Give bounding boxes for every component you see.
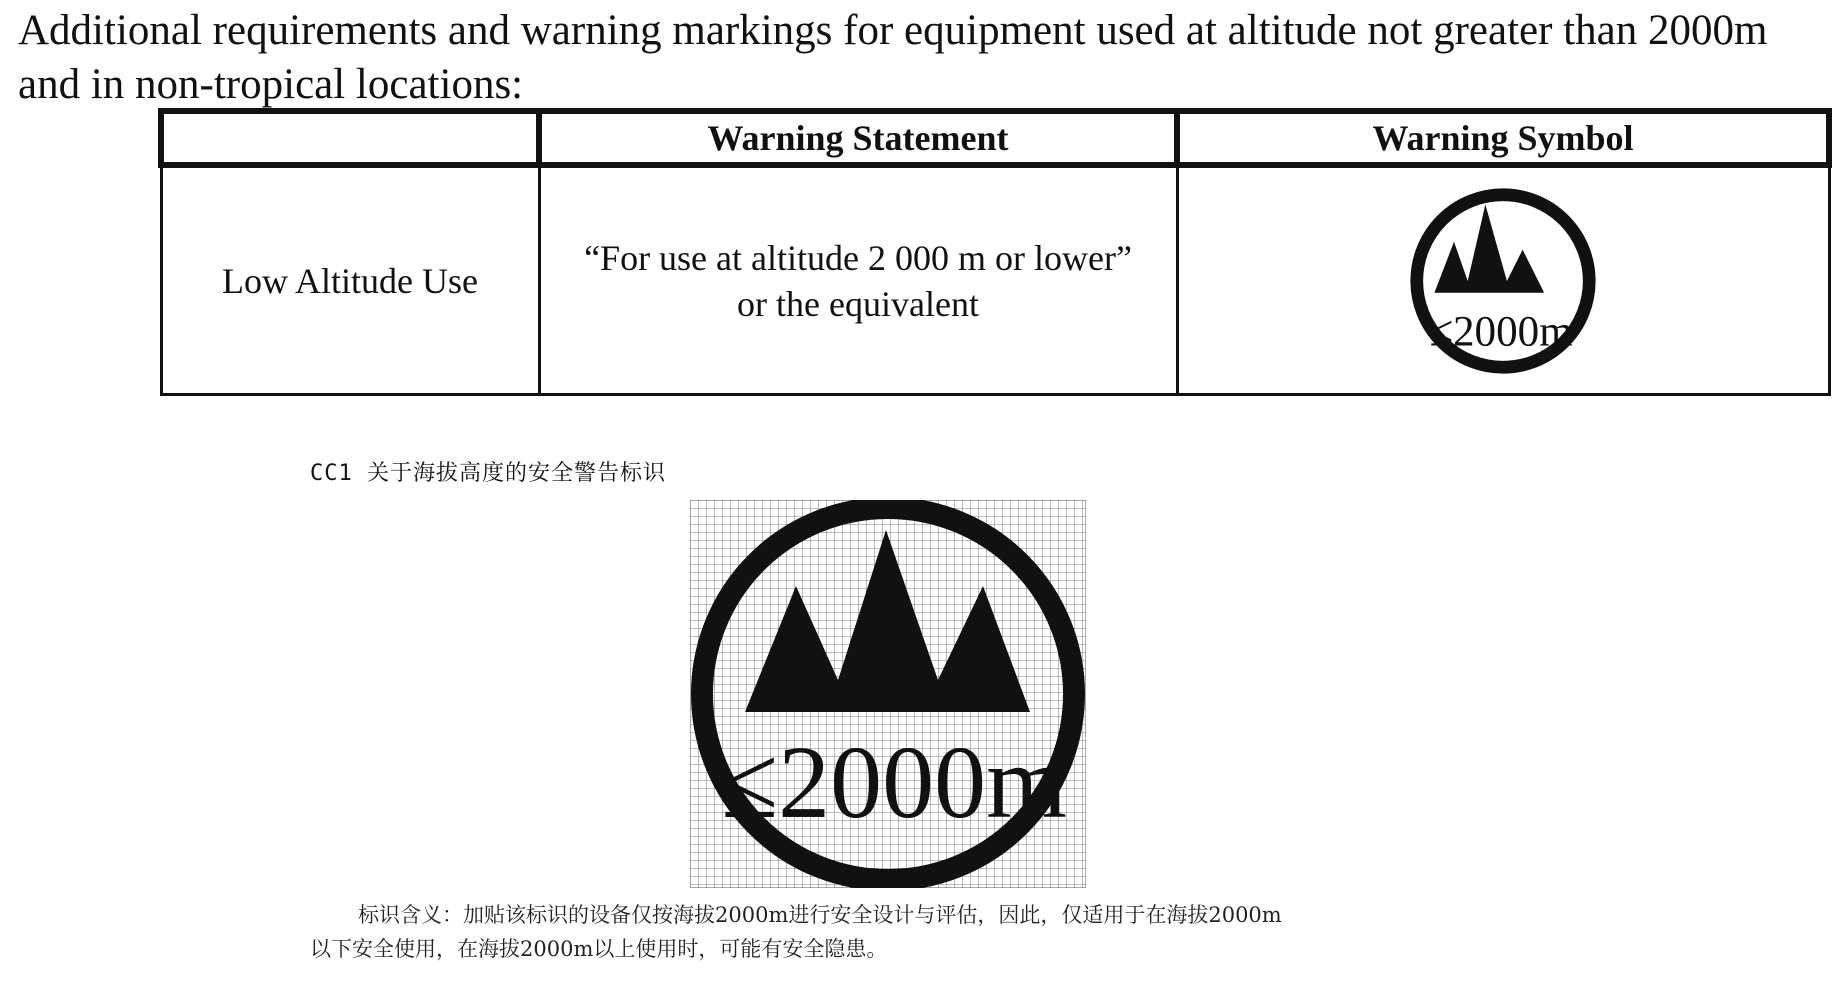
- header-warning-symbol: Warning Symbol: [1177, 111, 1829, 165]
- intro-paragraph: Additional requirements and warning markings for equipment used at altitude not greater than 2000m and in non-tropical locations:: [18, 7, 1768, 108]
- warning-symbol-cell: [1177, 165, 1829, 395]
- low-altitude-mountain-icon: [1405, 183, 1601, 379]
- grid-symbol-text: ≤2000m: [721, 725, 1067, 840]
- header-warning-statement: Warning Statement: [539, 111, 1177, 165]
- meaning-line-2: 以下安全使用，在海拔2000m以上使用时，可能有安全隐患。: [310, 937, 888, 961]
- symbol-text: ≤2000m: [1429, 308, 1573, 356]
- meaning-line-1: 标识含义：加贴该标识的设备仅按海拔2000m进行安全设计与评估，因此，仅适用于在海拔2000m: [358, 903, 1282, 927]
- symbol-meaning-text: [310, 898, 1490, 966]
- figure-caption: CC1 关于海拔高度的安全警告标识: [310, 461, 666, 486]
- header-empty: [161, 111, 539, 165]
- table-header-row: [161, 111, 1829, 165]
- warning-statement-cell: [539, 165, 1177, 395]
- gridded-altitude-symbol: [690, 500, 1086, 888]
- warning-requirements-table: [158, 108, 1832, 396]
- row-label: Low Altitude Use: [161, 165, 539, 395]
- table-row: [161, 165, 1829, 395]
- statement-line-2: or the equivalent: [737, 283, 979, 324]
- statement-line-1: “For use at altitude 2 000 m or lower”: [584, 237, 1132, 278]
